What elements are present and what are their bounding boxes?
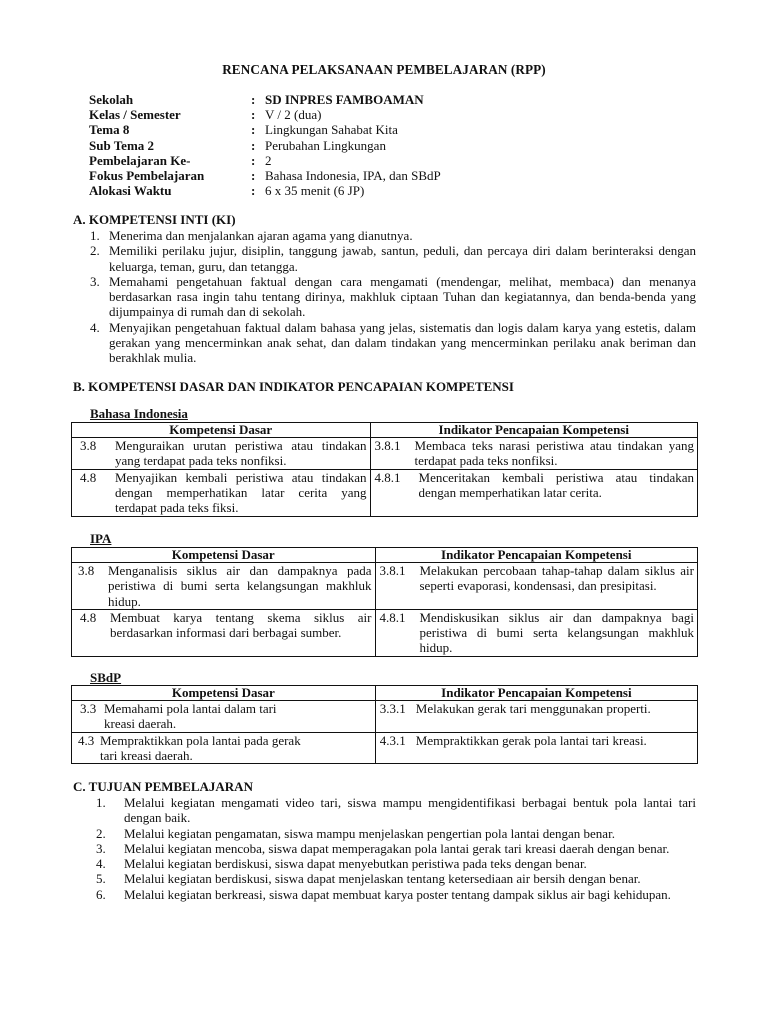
info-value: 6 x 35 menit (6 JP) [265,183,365,199]
list-text: Memahami pengetahuan faktual dengan cara mengamati (mendengar, melihat, membaca) dan menanya berdasarkan rasa ingin tahu tentang dirinya, makhluk ciptaan Tuhan dan kegiatannya, dan benda-benda yang dijumpainya di rumah dan di sekolah. [109,273,696,320]
table-cell [375,732,697,764]
list-item [80,320,696,366]
subject-heading-sbdp: SBdP [90,670,122,685]
list-item [80,243,696,274]
kd-number: 4.8 [80,469,97,485]
table-cell [375,701,697,733]
list-item [96,871,696,886]
kd-number: 3.3 [80,701,97,716]
list-item [96,826,696,841]
subject-heading-bahasa: Bahasa Indonesia [90,406,188,421]
info-value: Bahasa Indonesia, IPA, dan SBdP [265,167,441,183]
info-colon: : [251,92,256,107]
list-text: Melalui kegiatan berkreasi, siswa dapat membuat karya poster tentang dampak siklus air bagi kehidupan. [124,886,671,902]
ki-list [80,228,696,366]
indicator-text: Membaca teks narasi peristiwa atau tindakan yang terdapat pada teks nonfiksi. [414,438,694,469]
list-number: 6. [96,886,106,902]
list-text: Menerima dan menjalankan ajaran agama yang dianutnya. [109,228,413,243]
info-colon: : [251,167,256,183]
kd-text: Memahami pola lantai dalam tari kreasi daerah. [104,701,277,732]
indicator-text: Menceritakan kembali peristiwa atau tindakan dengan memperhatikan latar cerita. [418,469,694,500]
list-number: 1. [96,795,106,810]
table-row [72,469,698,516]
table-row [72,609,698,656]
kd-table-ipa [71,547,698,657]
info-colon: : [251,107,256,123]
table-cell [375,609,698,656]
tujuan-list [96,795,696,902]
column-header: Indikator Pencapaian Kompetensi [375,548,698,563]
indicator-text: Melakukan percobaan tahap-tahap dalam siklus air seperti evaporasi, kondensasi, dan presipitasi. [419,563,694,594]
section-a-heading: A. KOMPETENSI INTI (KI) [73,212,236,227]
table-cell [72,609,376,656]
kd-text: Menyajikan kembali peristiwa atau tindakan dengan memperhatikan latar cerita yang terdapat pada teks fiksi. [115,469,367,516]
table-header-row [72,686,698,701]
list-number: 2. [90,243,100,259]
list-text: Melalui kegiatan berdiskusi, siswa dapat menyebutkan peristiwa pada teks dengan benar. [124,856,587,872]
list-item [96,795,696,826]
list-number: 4. [90,319,100,335]
kd-table-sbdp [71,685,698,764]
list-text: Melalui kegiatan mencoba, siswa dapat memperagakan pola lantai gerak tari kreasi daerah dengan benar. [124,840,670,856]
identity-block [89,92,441,198]
info-label: Alokasi Waktu [89,183,172,199]
section-b-heading: B. KOMPETENSI DASAR DAN INDIKATOR PENCAPAIAN KOMPETENSI [73,379,514,394]
info-value: Perubahan Lingkungan [265,137,386,153]
indicator-number: 3.3.1 [379,701,406,716]
info-value: 2 [265,152,272,168]
table-cell [72,563,376,610]
list-text: Melalui kegiatan pengamatan, siswa mampu menjelaskan pengertian pola lantai dengan benar. [124,825,615,841]
info-row-alokasi [89,183,441,198]
indicator-number: 3.8.1 [379,563,406,578]
kd-table-bahasa [71,422,698,517]
table-cell [375,563,698,610]
table-header-row [72,548,698,563]
list-number: 3. [96,840,106,856]
list-item [96,856,696,871]
section-c-heading: C. TUJUAN PEMBELAJARAN [73,779,253,794]
indicator-number: 4.8.1 [374,469,401,485]
indicator-text: Mendiskusikan siklus air dan dampaknya bagi peristiwa di bumi serta kelangsungan makhluk hidup. [419,609,694,656]
kd-number: 4.8 [80,609,97,625]
list-number: 4. [96,856,106,872]
info-value: V / 2 (dua) [265,107,322,123]
info-colon: : [251,152,256,168]
info-colon: : [251,137,256,153]
table-cell [72,438,371,470]
list-item [96,841,696,856]
indicator-text: Mempraktikkan gerak pola lantai tari kreasi. [415,732,647,748]
list-number: 2. [96,825,106,841]
table-cell [72,732,376,764]
kd-text: Menganalisis siklus air dan dampaknya pada peristiwa di bumi serta kelangsungan makhluk hidup. [108,563,372,609]
info-label: Fokus Pembelajaran [89,167,205,183]
kd-text: Menguraikan urutan peristiwa atau tindakan yang terdapat pada teks nonfiksi. [115,438,367,469]
kd-text: Mempraktikkan pola lantai pada gerak tari kreasi daerah. [100,732,301,763]
list-item [80,228,696,243]
info-colon: : [251,122,256,138]
table-cell [72,701,376,733]
info-label: Pembelajaran Ke- [89,152,191,168]
column-header: Indikator Pencapaian Kompetensi [370,423,697,438]
list-number: 3. [90,273,100,289]
info-row-subtema [89,138,441,153]
column-header: Kompetensi Dasar [72,548,376,563]
document-title: RENCANA PELAKSANAAN PEMBELAJARAN (RPP) [222,62,546,77]
info-label: Sub Tema 2 [89,137,155,153]
table-row [72,563,698,610]
info-value: Lingkungan Sahabat Kita [265,122,398,138]
list-text: Memiliki perilaku jujur, disiplin, tanggung jawab, santun, peduli, dan percaya diri dalam berinteraksi dengan keluarga, teman, guru, dan tetangga. [109,243,696,274]
column-header: Kompetensi Dasar [72,423,371,438]
subject-heading-ipa: IPA [90,531,112,546]
indicator-number: 4.3.1 [379,732,406,748]
info-value: SD INPRES FAMBOAMAN [265,92,424,107]
info-row-sekolah [89,92,441,107]
column-header: Kompetensi Dasar [72,686,376,701]
info-label: Tema 8 [89,122,130,138]
info-row-kelas [89,107,441,122]
list-text: Menyajikan pengetahuan faktual dalam bahasa yang jelas, sistematis dan logis dalam karya yang estetis, dalam gerakan yang mencerminkan anak sehat, dan dalam tindakan yang mencerminkan perilaku anak beriman dan berakhlak mulia. [109,319,696,366]
table-cell [72,469,371,516]
list-item [96,887,696,902]
column-header: Indikator Pencapaian Kompetensi [375,686,697,701]
table-header-row [72,423,698,438]
kd-number: 3.8 [80,438,97,453]
indicator-number: 4.8.1 [379,609,406,625]
info-colon: : [251,183,256,199]
list-text: Melalui kegiatan mengamati video tari, siswa mampu mengidentifikasi berbagai bentuk pola lantai tari dengan baik. [124,795,696,826]
list-number: 5. [96,871,106,887]
info-row-tema [89,122,441,137]
indicator-number: 3.8.1 [374,438,401,453]
table-cell [370,438,697,470]
table-row [72,732,698,764]
table-cell [370,469,697,516]
info-row-pembelajaran [89,153,441,168]
list-item [80,274,696,320]
kd-number: 4.3 [78,732,95,748]
kd-text: Membuat karya tentang skema siklus air berdasarkan informasi dari berbagai sumber. [110,609,372,641]
kd-number: 3.8 [78,563,95,578]
table-row [72,438,698,470]
info-label: Sekolah [89,92,134,107]
list-number: 1. [90,228,100,243]
list-text: Melalui kegiatan berdiskusi, siswa dapat menjelaskan tentang ketersediaan air bersih dengan benar. [124,871,641,887]
indicator-text: Melakukan gerak tari menggunakan properti. [415,701,651,716]
info-label: Kelas / Semester [89,107,181,123]
table-row [72,701,698,733]
info-row-fokus [89,168,441,183]
